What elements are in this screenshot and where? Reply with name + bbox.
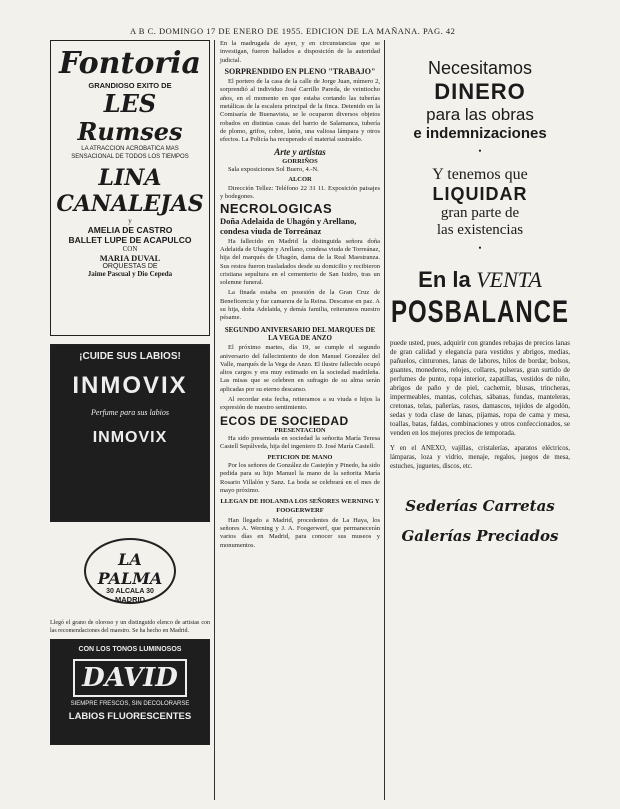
orchestras-names: Jaime Pascual y Dio Cepeda	[87, 270, 173, 278]
sederias-carretas: Sederías Carretas	[405, 497, 555, 515]
sub-alcor: ALCOR	[288, 176, 312, 184]
posbalance-title: POSBALANCE	[390, 294, 569, 330]
headline-sorprendido: SORPRENDIDO EN PLENO "TRABAJO"	[224, 66, 376, 76]
inmovix-ad	[50, 344, 210, 522]
mid-intro: En la madrugada de ayer, y en circunstancias que se investigan, fueron hallados a disposición de la autoridad judicial.	[220, 40, 380, 64]
ad-line-existencias: las existencias	[436, 222, 524, 238]
fontoria-ad	[50, 40, 210, 336]
text-alcor: Dirección Tellez: Teléfono 22 31 11. Exposición paisajes y bodegones.	[220, 184, 380, 201]
lapalma-oval	[84, 538, 176, 604]
artist-amelia: AMELIA DE CASTRO	[87, 225, 173, 235]
ad-line-necesitamos: Necesitamos	[427, 58, 533, 78]
posbalance-anexo: Y en el ANEXO, vajillas, cristalerías, aparatos eléctricos, lámparas, loza y vidrio, menaje, regalos, juegos de mesa, estuches, juguetes, discos, etc.	[390, 445, 570, 470]
fontoria-subtitle: GRANDIOSO EXITO DE	[88, 81, 172, 90]
page-header: A B C. DOMINGO 17 DE ENERO DE 1955. EDICION DE LA MAÑANA. PAG. 42	[130, 26, 456, 36]
news-column	[220, 40, 380, 552]
article-aniversario-2: Al recordar esta fecha, reiteramos a su viuda e hijos la expresión de nuestro sentimiento.	[220, 395, 380, 412]
david-ad	[50, 639, 210, 745]
ad-line-gran-parte: gran parte de	[440, 205, 520, 221]
orchestras-label: ORQUESTAS DE	[102, 263, 158, 270]
inmovix-brand-2: INMOVIX	[92, 429, 168, 446]
fontoria-title: Fontoria	[59, 46, 201, 81]
show-name: LES Rumses	[77, 89, 183, 146]
column-divider-right	[384, 40, 385, 800]
headline-arte: Arte y artistas	[274, 146, 326, 157]
lapalma-address: 30 ALCALA 30	[106, 588, 154, 595]
venta-line	[390, 267, 570, 293]
lapalma-name: LA PALMA	[97, 550, 163, 588]
ad-dot-2: •	[478, 243, 482, 253]
sub-peticion: PETICION DE MANO	[267, 453, 333, 461]
ad-line-indemnizaciones: e indemnizaciones	[413, 125, 547, 142]
article-holanda: Han llegado a Madrid, procedentes de La Haya, los señores A. Werning y J. A. Foogerwerf, que permanecerán varios días en Madrid, para conocer sus museos y monumentos.	[220, 516, 380, 549]
ad-line-dinero: DINERO	[434, 79, 526, 104]
ad-line-tenemos: Y tenemos que	[432, 166, 528, 183]
left-notice: Llegó el grano de oloroso y un distinguido elenco de artistas con las recomendaciones del maestro. Se ha hecho en Madrid.	[50, 620, 210, 634]
lapalma-ad	[50, 530, 210, 616]
left-ads-column	[50, 40, 210, 745]
article-sorprendido: El portero de la casa de la calle de Jorge Juan, número 2, sorprendió al individuo José Carrillo Pareda, de veintiocho años, en el momento en que estaba cortando las tuberías metálicas de la escalera principal de la finca. Detenido en la Comisaría de Buenavista, se le ocuparon diversos objetos robados en distintas casas del barrio de Salamanca, tubería de plomo, grifos, cobre, latón, una valiosa lámpara y otros efectos. La Policía ha recuperado el material sustraído.	[220, 78, 380, 144]
david-top: CON LOS TONOS LUMINOSOS	[78, 646, 182, 653]
inmovix-brand: INMOVIX	[72, 372, 188, 399]
star-name: LINA CANALEJAS	[56, 165, 204, 217]
sub-gorrinos: GORRIÑOS	[282, 157, 318, 165]
headline-ecos: ECOS DE SOCIEDAD	[220, 413, 349, 428]
david-line: SIEMPRE FRESCOS, SIN DECOLORARSE	[70, 701, 190, 707]
article-adelaida: Ha fallecido en Madrid la distinguida señora doña Adelaida de Uhagón y Arellano, condesa viuda de Torreánaz, hija del marqués de Uhagón, dama de la Real Maestranza. Sus restos fueron trasladados desde su domicilio y recibieron cristiana sepultura en el cementerio de San Isidro, tras un solemne funeral.	[220, 237, 380, 287]
inmovix-line: Perfume para sus labios	[91, 408, 169, 417]
ad-line-obras: para las obras	[426, 105, 534, 124]
headline-aniversario: SEGUNDO ANIVERSARIO DEL MARQUES DE LA VEGA DE ANZO	[224, 325, 376, 342]
david-bottom: LABIOS FLUORESCENTES	[68, 711, 192, 722]
conjunction-y: y	[128, 217, 132, 225]
article-aniversario: El próximo martes, día 19, se cumple el segundo aniversario del fallecimiento de don Manuel González del Valle, marqués de la Vega de Anzo. El ilustre fallecido ocupó altos cargos y era muy estimado en la sociedad madrileña. Las misas que se celebren en sufragio de su alma serán aplicadas por su eterno descanso.	[220, 344, 380, 393]
conjunction-con: CON	[122, 245, 138, 253]
galerias-preciados: Galerías Preciados	[401, 527, 559, 545]
article-adelaida-2: La finada estaba en posesión de la Gran Cruz de Beneficencia y fue camarera de la Reina. Descanse en paz. A su hija, doña Adelaida, y demás familia, reiteramos nuestro pésame.	[220, 289, 380, 322]
lapalma-city: MADRID	[115, 595, 145, 604]
david-brand: DAVID	[82, 663, 178, 693]
posbalance-ad	[390, 40, 570, 545]
inmovix-top: ¡CUIDE SUS LABIOS!	[79, 351, 181, 362]
david-brand-frame	[73, 659, 187, 697]
article-presentacion: Ha sido presentada en sociedad la señorita María Teresa Castell Sepúlveda, hija del ingeniero D. José María Castell.	[220, 435, 380, 451]
artist-ballet: BALLET LUPE DE ACAPULCO	[68, 235, 192, 245]
column-divider-left	[214, 40, 215, 800]
text-gorrinos: Sala exposiciones Sol Buero, 4.-N.	[228, 166, 319, 174]
headline-necrologicas: NECROLOGICAS	[220, 201, 333, 217]
artist-maria: MARIA DUVAL	[99, 253, 161, 263]
headline-adelaida: Doña Adelaida de Uhagón y Arellano, condesa viuda de Torreánaz	[220, 215, 357, 236]
sub-presentacion: PRESENTACION	[274, 426, 326, 434]
posbalance-body: puede usted, pues, adquirir con grandes rebajas de precios lanas de gran calidad y elegancia para vestidos y abrigos, medias, pañuelos, cinturones, lanas de labores, hilos de bordar, bolsos, guantes, monederos, relojes, collares, pulseras, gran surtido de perfumes de punto, ropa interior, zapatillas, vestidos de niño, abrigos de paño y de piel, cachemir, blusas, trincheras, impermeables, mantas, colchas, sábanas, fundas, manteleras, cretonas, telas, pañerías, rasos, damascos, tejidos de algodón, sedas y toda clase de lanas, pijamas, ropa de cama y mesa, toallas, batas, faldas, combinaciones y otros confeccionados, se venden en los mejores precios de temporada.	[390, 339, 570, 437]
venta-en-la: En la	[418, 267, 471, 292]
article-peticion: Por los señores de González de Castejón y Pinedo, ha sido pedida para su hijo Manuel la mano de la señorita María Rosario Villalón y Sanz. La boda se celebrará en el mes de mayo próximo.	[220, 462, 380, 494]
show-tagline: LA ATRACCION ACROBATICA MAS SENSACIONAL DE TODOS LOS TIEMPOS	[71, 146, 189, 160]
ad-dot-1: •	[478, 146, 482, 156]
venta-word: VENTA	[476, 267, 542, 292]
headline-holanda: LLEGAN DE HOLANDA LOS SEÑORES WERNING Y FOOGERWERF	[220, 498, 380, 514]
ad-line-liquidar: LIQUIDAR	[432, 184, 528, 204]
